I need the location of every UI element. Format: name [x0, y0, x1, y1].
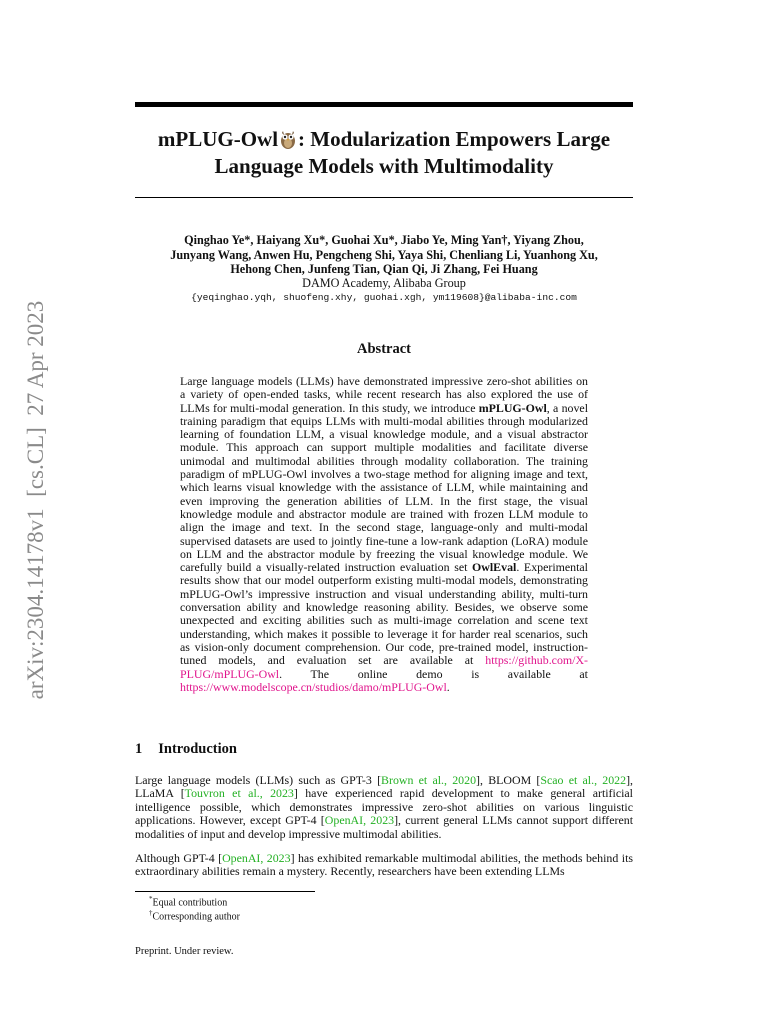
intro-text-d: ] have experienced rapid development to make general artificial intelligence possible, which demonstrates impressive zero-shot abilities on various linguistic applications. However, except GPT-4 [ [135, 786, 633, 828]
intro-text-b: ], BLOOM [ [476, 773, 541, 787]
intro2-text-b: ] has exhibited remarkable multimodal abilities, the methods behind its extraordinary abilities remain a mystery. Recently, researchers have been extending LLMs [135, 851, 634, 879]
arxiv-sidebar-stamp: arXiv:2304.14178v1 [cs.CL] 27 Apr 2023 [23, 300, 48, 700]
demo-link[interactable]: https://www.modelscope.cn/studios/damo/mPLUG-Owl [180, 679, 447, 694]
citation-openai-2[interactable]: OpenAI, 2023 [222, 851, 291, 865]
abstract-body [180, 375, 588, 694]
title-rest: : Modularization Empowers Large [298, 127, 611, 151]
title-top-rule [135, 102, 633, 107]
abstract-heading: Abstract [357, 341, 411, 357]
intro-paragraph-1 [135, 774, 633, 841]
intro2-text-a: Although GPT-4 [ [135, 851, 223, 865]
authors-line-2: Junyang Wang, Anwen Hu, Pengcheng Shi, Yaya Shi, Chenliang Li, Yuanhong Xu, [170, 247, 598, 262]
abstract-text-5: . [446, 679, 450, 694]
authors-line-3: Hehong Chen, Junfeng Tian, Qian Qi, Ji Zhang, Fei Huang [230, 262, 538, 276]
footnote-mark-2: † [149, 909, 153, 917]
section-heading-introduction [135, 741, 237, 758]
footnote-mark-1: * [149, 895, 153, 903]
citation-openai[interactable]: OpenAI, 2023 [324, 813, 395, 828]
abstract-text-3: . Experimental results show that our model outperform existing multi-modal models, demonstrating mPLUG-Owl’s impressive instruction and visual understanding ability, multi-turn conversation ability and knowledge reasoning ability. Besides, we observe some unexpected and exciting abilities such as multi-image correlation and scene text understanding, which makes it possible to leverage it for harder real scenarios, such as vision-only document comprehension. Our code, pre-trained model, instruction-tuned models, and evaluation set are available at [180, 560, 588, 668]
github-link[interactable]: https://github.com/X-PLUG/mPLUG-Owl [180, 653, 588, 681]
authors-line-1: Qinghao Ye*, Haiyang Xu*, Guohai Xu*, Jiabo Ye, Ming Yan†, Yiyang Zhou, [184, 233, 584, 247]
citation-scao[interactable]: Scao et al., 2022 [540, 773, 627, 787]
author-emails: {yeqinghao.yqh, shuofeng.xhy, guohai.xgh, ym119608}@alibaba-inc.com [191, 292, 577, 303]
paper-title [135, 126, 633, 180]
citation-touvron[interactable]: Touvron et al., 2023 [184, 786, 294, 801]
intro-text-c: ], LLaMA [ [135, 773, 634, 801]
footnote-text-1: Equal contribution [152, 897, 228, 909]
abstract-model-name: mPLUG-Owl [478, 400, 547, 415]
section-title: Introduction [158, 741, 237, 757]
affiliation: DAMO Academy, Alibaba Group [302, 276, 466, 290]
abstract-text-2: , a novel training paradigm that equips LLMs with multi-modal abilities through modularized learning of foundation LLM, a visual knowledge module, and a visual abstractor module. This approach can support multiple modalities and facilitate diverse unimodal and multimodal abilities through modality collaboration. The training paradigm of mPLUG-Owl involves a two-stage method for aligning image and text, which learns visual knowledge with the assistance of LLM, while maintaining and even improving the generation abilities of LLM. In the first stage, the visual knowledge module and abstractor module are trained with frozen LLM module to align the image and text. In the second stage, language-only and multi-modal supervised datasets are used to jointly fine-tune a low-rank adaption (LoRA) module on LLM and the abstractor module by freezing the visual knowledge module. We carefully build a visually-related instruction evaluation set [180, 400, 588, 575]
abstract-text-4: . The online demo is available at [279, 666, 588, 681]
abstract-text-1: Large language models (LLMs) have demonstrated impressive zero-shot abilities on a variety of open-ended tasks, while recent research has also explored the use of LLMs for multi-modal generation. In this study, we introduce [180, 374, 588, 415]
title-bottom-rule [135, 197, 633, 198]
author-list [135, 233, 633, 277]
section-number: 1 [135, 741, 143, 757]
intro-text-a: Large language models (LLMs) such as GPT-3 [ [135, 773, 382, 787]
citation-brown[interactable]: Brown et al., 2020 [381, 773, 477, 787]
footnote-corresponding-author [149, 907, 240, 923]
footnote-text-2: Corresponding author [152, 911, 240, 923]
abstract-eval-name: OwlEval [472, 560, 517, 575]
preprint-note: Preprint. Under review. [135, 946, 234, 957]
title-model-name: mPLUG-Owl [157, 127, 279, 151]
title-line-2: Language Models with Multimodality [214, 154, 554, 178]
footnote-rule [135, 891, 315, 892]
owl-logo-icon [279, 129, 297, 149]
intro-text-e: ], current general LLMs cannot support different modalities of input and develop impressive multimodal abilities. [135, 813, 633, 841]
intro-paragraph-2 [135, 852, 633, 879]
